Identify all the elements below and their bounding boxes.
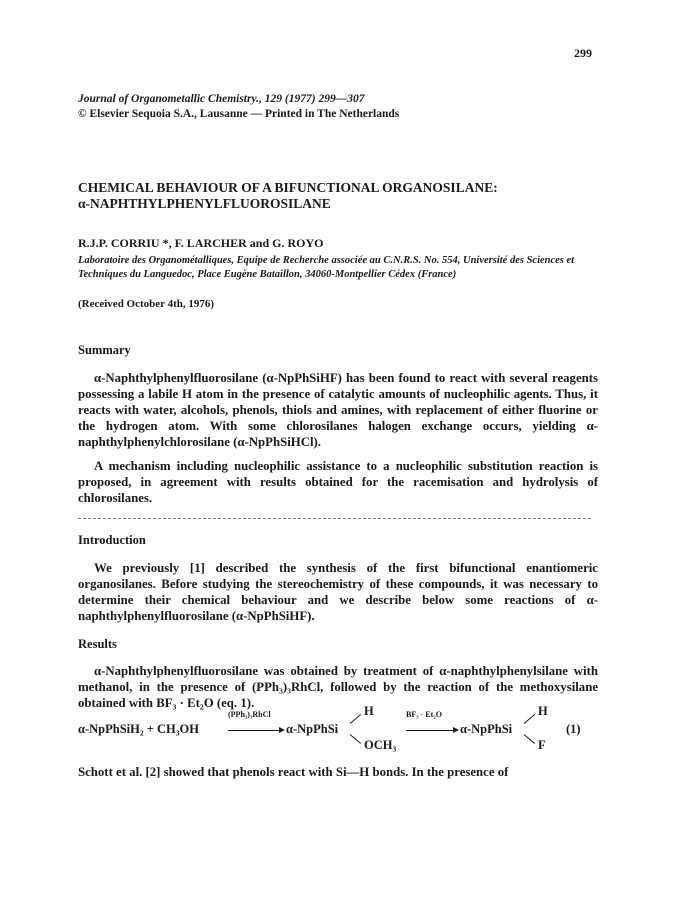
introduction-paragraph [78,560,598,624]
eq-intermediate-top: H [364,704,374,718]
article-title [78,180,598,212]
results-paragraph-2: Schott et al. [2] showed that phenols react with Si—H bonds. In the presence of [78,765,509,779]
eq-arrow-1-line [228,730,280,731]
page-number: 299 [574,46,592,60]
results-text-1: α-Naphthylphenylfluorosilane was obtained by treatment of α-naphthylphenylsilane with methanol, in the presence of (PPh₃)₃RhCl, followed by the reaction of the methoxysilane obtained with BF₃ · Et₂O (eq. 1). [78,664,598,710]
received-date: (Received October 4th, 1976) [78,298,215,310]
authors: R.J.P. CORRIU *, F. LARCHER and G. ROYO [78,236,324,250]
eq-arrow-1-head [279,727,285,733]
eq-reactants: α-NpPhSiH₂ + CH₃OH [78,722,199,736]
eq-product-top: H [538,704,548,718]
journal-header [78,92,399,122]
summary-paragraph-2 [78,458,598,506]
title-line-1: CHEMICAL BEHAVIOUR OF A BIFUNCTIONAL ORGANOSILANE: [78,180,498,195]
introduction-text: We previously [1] described the synthesis of the first bifunctional enantiomeric organosilanes. Before studying the stereochemistry of these compounds, it was necessary to determine their chemical behaviour and we describe below some reactions of α-naphthylphenylfluorosilane (α-NpPhSiHF). [78,561,598,623]
summary-text-1: α-Naphthylphenylfluorosilane (α-NpPhSiHF) has been found to react with several reagents possessing a labile H atom in the presence of catalytic amounts of nucleophilic agents. Thus, it reacts with water, alcohols, phenols, thiols and amines, with replacement of either fluorine or the hydrogen atom. With some chlorosilanes halogen exchange occurs, yielding α-naphthylphenylchlorosilane (α-NpPhSiHCl). [78,371,598,449]
eq-intermediate-bottom: OCH₃ [364,738,397,752]
eq-product: α-NpPhSi [460,722,513,736]
publisher-line: © Elsevier Sequoia S.A., Lausanne — Printed in The Netherlands [78,108,400,120]
journal-citation: Journal of Organometallic Chemistry., 129 (1977) 299—307 [78,93,365,105]
title-line-2: α-NAPHTHYLPHENYLFLUOROSILANE [78,196,331,211]
eq-intermediate-bond-bottom [350,734,361,744]
eq-catalyst-1: (PPh₃)₃RhCl [228,710,271,719]
eq-product-bond-bottom [524,734,535,744]
eq-intermediate-bond-top [350,714,361,724]
results-heading: Results [78,637,117,651]
section-divider [78,518,591,519]
summary-heading: Summary [78,343,131,357]
eq-catalyst-2: BF₃ · Et₂O [406,710,442,719]
summary-text-2: A mechanism including nucleophilic assistance to a nucleophilic substitution reaction is proposed, in agreement with results obtained for the racemisation and hydrolysis of chlorosilanes. [78,459,598,505]
introduction-heading: Introduction [78,533,146,547]
affiliation: Laboratoire des Organométalliques, Equipe de Recherche associée au C.N.R.S. No. 554, Université des Sciences et Techniques du Languedoc, Place Eugène Bataillon, 34060-Montpellier Cédex (France) [78,255,575,280]
eq-arrow-2-line [406,730,454,731]
eq-arrow-2-head [453,727,459,733]
equation-1 [78,700,598,752]
eq-product-bottom: F [538,738,546,752]
eq-number: (1) [566,722,581,736]
eq-product-bond-top [524,714,535,724]
summary-paragraph-1 [78,370,598,450]
eq-intermediate: α-NpPhSi [286,722,339,736]
